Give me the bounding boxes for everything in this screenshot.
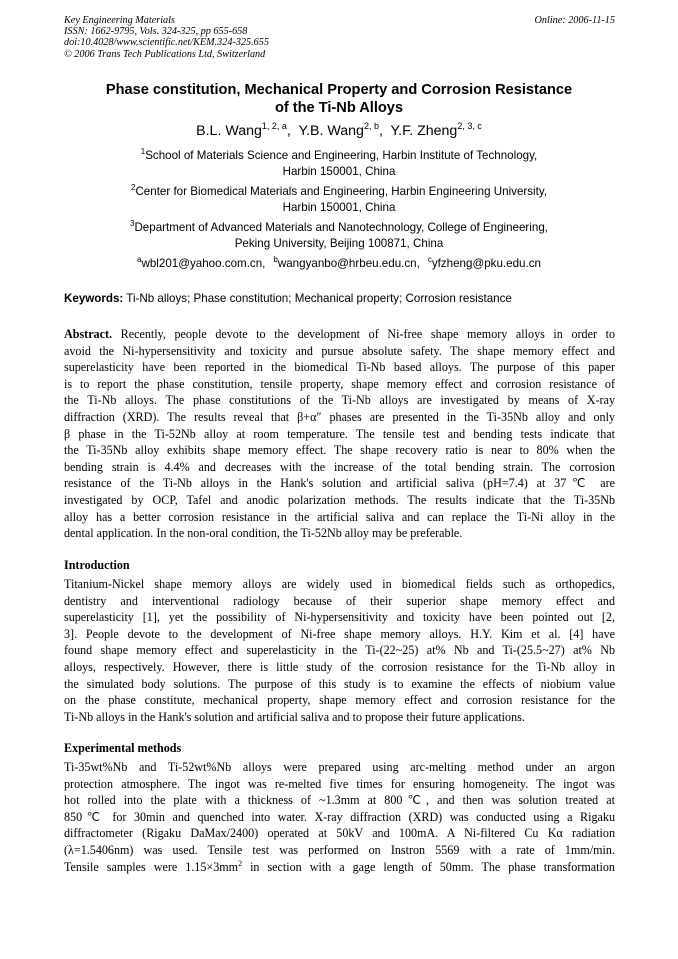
affiliation-line: Center for Biomedical Materials and Engineering, Harbin Engineering University, [135, 185, 548, 198]
affiliation-line: Harbin 150001, China [282, 165, 396, 178]
methods-line-part: in section with a gage length of 50mm. The phase transformation [250, 859, 615, 874]
online-date: Online: 2006-11-15 [534, 15, 615, 26]
intro-line: on the phase constitute, mechanical property, shape memory effect and corrosion resistance for the [64, 693, 615, 708]
email-address[interactable]: wangyanbo@hrbeu.edu.cn, [277, 257, 420, 270]
affiliation-line: School of Materials Science and Engineering, Harbin Institute of Technology, [145, 149, 538, 162]
keywords-text: Ti-Nb alloys; Phase constitution; Mechanical property; Corrosion resistance [126, 292, 512, 305]
keywords [64, 291, 615, 307]
email-address[interactable]: wbl201@yahoo.com.cn, [141, 257, 266, 270]
methods-line [64, 859, 615, 876]
abstract-line: avoid the Ni-hypersensitivity and toxicity and pursue absolute safety. The shape memory effect and [64, 343, 615, 358]
email-sup: a [137, 255, 142, 264]
title-line-2: of the Ti-Nb Alloys [274, 100, 404, 116]
abstract [64, 326, 615, 542]
title-line-1: Phase constitution, Mechanical Property and Corrosion Resistance [105, 82, 573, 98]
abstract-line: alloy has a better corrosion resistance in the artificial saliva and can replace the Ti-Ni alloy in the [64, 509, 615, 524]
author-name: Y.B. Wang [298, 123, 364, 139]
abstract-label: Abstract. [64, 327, 113, 341]
intro-line: found shape memory effect and superelasticity in the Ti-(22~25) at% Nb and Ti-(25.5~27) at% Nb [64, 643, 615, 658]
methods-line: Ti-35wt%Nb and Ti-52wt%Nb alloys were prepared using arc-melting method under an argon [64, 760, 615, 774]
affiliation-sup: 2 [130, 183, 136, 192]
keywords-label: Keywords: [64, 292, 124, 305]
journal-header [64, 15, 269, 60]
intro-line: dentistry and interventional radiology because of their superior shape memory effect and [64, 593, 615, 608]
methods-line: (λ=1.5406nm) was used. Tensile test was performed on Instron 5569 with a rate of 1mm/min. [64, 842, 615, 857]
affiliation-sup: 1 [140, 147, 146, 156]
section-heading-introduction: Introduction [64, 558, 130, 572]
journal-doi: doi:10.4028/www.scientific.net/KEM.324-325.655 [64, 37, 269, 49]
abstract-line: investigated by OCP, Tafel and anodic polarization methods. The results indicate that the Ti-35Nb [64, 492, 615, 507]
affiliation-2 [64, 184, 614, 216]
affiliation-line: Department of Advanced Materials and Nanotechnology, College of Engineering, [134, 221, 548, 234]
email-sup: b [273, 255, 278, 264]
methods-body [64, 759, 615, 875]
section-heading-methods: Experimental methods [64, 741, 182, 755]
journal-name: Key Engineering Materials [64, 15, 175, 26]
email-address[interactable]: yfzheng@pku.edu.cn [431, 257, 541, 270]
abstract-line: bending strain is 4.4% and decreases with the increase of the total bending strain. The corrosion [64, 459, 615, 474]
superscript-2: 2 [238, 858, 243, 868]
abstract-line: superelasticity have been reported in the biomedical Ti-Nb based alloys. The purpose of this paper [64, 360, 615, 375]
intro-line: Ti-Nb alloys in the Hank's solution and artificial saliva and to propose their future applications. [64, 709, 525, 724]
intro-line: 3]. People devote to the development of Ni-free shape memory alloys. H.Y. Kim et al. [4] have [64, 626, 615, 641]
abstract-line: is to report the phase constitution, tensile property, shape memory effect and corrosion resistance of [64, 376, 615, 391]
abstract-line [64, 326, 615, 343]
paper-title [64, 81, 614, 117]
intro-line: superelasticity [1], yet the possibility of Ni-hypersensitivity and toxicity have been pointed out [2, [64, 610, 615, 625]
author-name: B.L. Wang [196, 123, 262, 139]
methods-line: diffractometer (Rigaku DaMax/2400) operated at 50kV and 100mA. A Ni-filtered Cu Kα radiation [64, 826, 615, 841]
intro-line: alloys, respectively. However, there is little study of the corrosion resistance for the Ti-Nb alloy in [64, 659, 615, 674]
author-list: B.L. Wang$^{1, 2, a}$, Y.B. Wang$^{2, b}$, Y.F. Zheng$^{2, 3, c}$ [196, 121, 482, 139]
journal-issn: ISSN: 1662-9795, Vols. 324-325, pp 655-658 [64, 26, 248, 38]
abstract-line: the Ti-35Nb alloy exhibits shape memory effect. The shape recovery ratio is near to 80% when the [64, 443, 615, 458]
abstract-line: dental application. In the non-oral condition, the Ti-52Nb alloy may be preferable. [64, 526, 463, 541]
abstract-line: resistance of the Ti-Nb alloys in the Hank's solution and artificial saliva (pH=7.4) at 37℃ are [64, 476, 615, 491]
abstract-line: β phase in the Ti-52Nb alloy at room temperature. The tensile test and bending tests indicate that [64, 426, 615, 441]
author-emails [64, 256, 614, 272]
methods-line: 850℃ for 30min and quenched into water. X-ray diffraction (XRD) was conducted using a Rigaku [64, 809, 615, 824]
author-affil-sup: 1, 2, a [261, 121, 287, 131]
intro-line: the simulated body solutions. The purpose of this study is to examine the effects of niobium value [64, 676, 615, 691]
methods-line: protection atmosphere. The ingot was re-melted five times for ensuring homogeneity. The ingot was [64, 776, 615, 791]
email-sup: c [427, 255, 432, 264]
abstract-line-text: Recently, people devote to the development of Ni-free shape memory alloys in order to [112, 327, 615, 341]
affiliation-1 [64, 148, 614, 180]
abstract-line: diffraction (XRD). The results reveal that β+α″ phases are presented in the Ti-35Nb alloy and only [64, 409, 615, 424]
methods-line-part: Tensile samples were 1.15×3mm [64, 859, 239, 874]
author-affil-sup: 2, b [363, 121, 379, 131]
affiliation-sup: 3 [129, 219, 135, 228]
introduction-body [64, 576, 615, 725]
affiliation-line: Harbin 150001, China [282, 201, 396, 214]
affiliation-3 [64, 220, 614, 252]
author-affil-sup: 2, 3, c [457, 121, 482, 131]
methods-line: hot rolled into the plate with a thickness of ~1.3mm at 800℃, and then was solution treated at [64, 793, 615, 808]
author-name: Y.F. Zheng [390, 123, 458, 139]
intro-line: Titanium-Nickel shape memory alloys are widely used in biomedical fields such as orthopedics, [64, 577, 615, 591]
journal-copyright: © 2006 Trans Tech Publications Ltd, Switzerland [64, 48, 266, 60]
abstract-line: the Ti-Nb alloys. The phase constitutions of the Ti-Nb alloys are investigated by means of X-ray [64, 393, 615, 408]
affiliation-line: Peking University, Beijing 100871, China [234, 237, 444, 250]
